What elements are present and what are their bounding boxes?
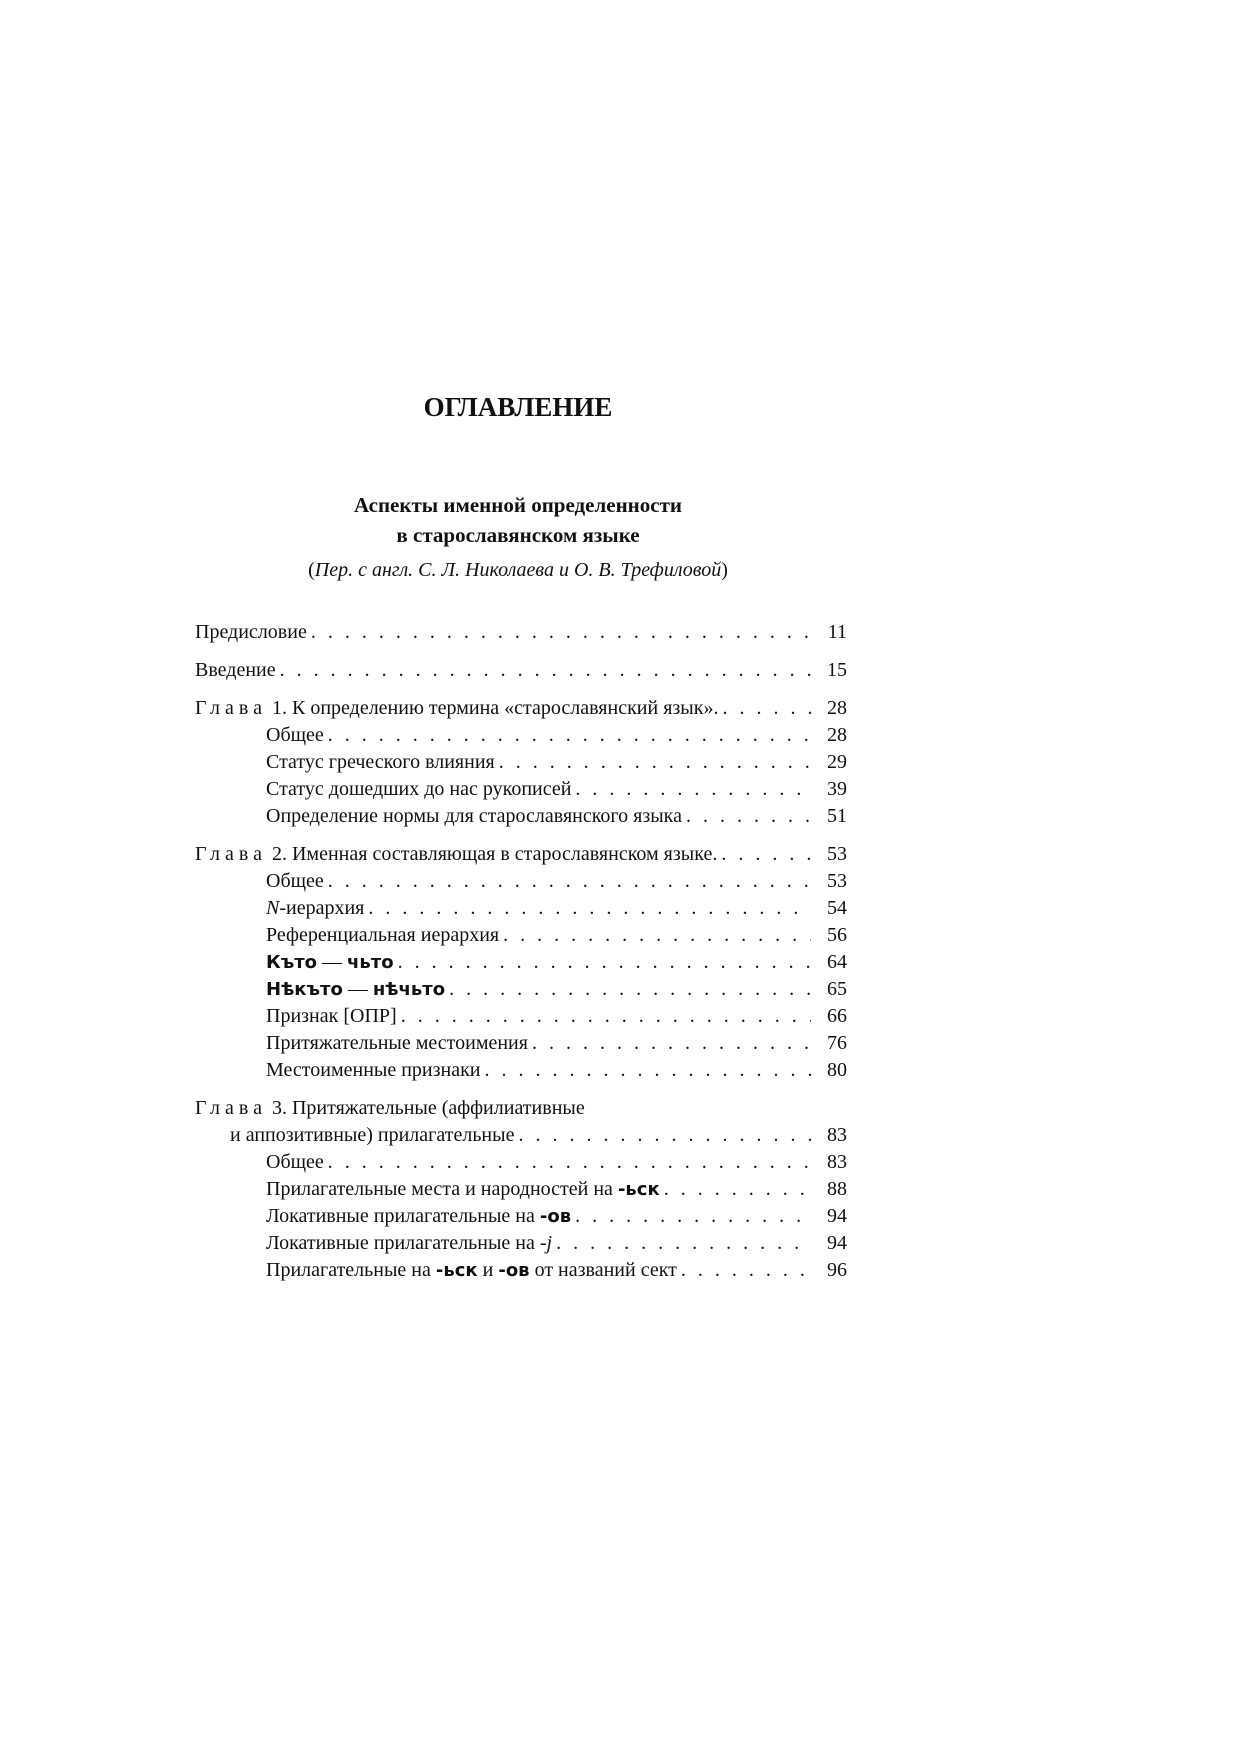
old-slavonic-suffix: -ьск xyxy=(435,1260,478,1281)
chapter-title: 3. Притяжательные (аффилиативные xyxy=(266,1097,585,1119)
old-slavonic-word: чьто xyxy=(347,952,394,973)
toc-entry-preface[interactable] xyxy=(195,619,847,646)
page-number: 11 xyxy=(827,621,847,643)
toc-label xyxy=(266,1257,677,1284)
page-number: 96 xyxy=(827,1259,847,1281)
dot-leader xyxy=(575,1203,811,1230)
toc-section[interactable] xyxy=(195,949,847,976)
page-number: 54 xyxy=(827,897,847,919)
toc-section[interactable] xyxy=(195,776,847,803)
dot-leader xyxy=(449,976,811,1003)
dot-leader xyxy=(681,1257,811,1284)
toc-section[interactable] xyxy=(195,1030,847,1057)
label-text: Локативные прилагательные на xyxy=(266,1205,540,1227)
toc-chapter-3[interactable] xyxy=(195,1095,847,1122)
page-number: 56 xyxy=(827,924,847,946)
toc-label xyxy=(266,1230,552,1257)
toc-label: и аппозитивные) прилагательные xyxy=(230,1124,515,1146)
toc-label: Притяжательные местоимения xyxy=(266,1032,528,1054)
page-number: 28 xyxy=(827,724,847,746)
toc-section[interactable] xyxy=(195,1230,847,1257)
dot-leader xyxy=(503,922,811,949)
old-slavonic-suffix: -ов xyxy=(539,1206,572,1227)
toc-label: Введение xyxy=(195,659,276,681)
translator-paren-open: ( xyxy=(308,559,315,581)
toc-label: Местоименные признаки xyxy=(266,1059,481,1081)
toc-chapter-2[interactable] xyxy=(195,841,847,868)
toc-label xyxy=(195,695,718,722)
toc-section[interactable] xyxy=(195,1203,847,1230)
label-text: Локативные прилагательные на xyxy=(266,1232,540,1254)
label-italic: N xyxy=(266,897,280,919)
dot-leader xyxy=(575,776,811,803)
toc-label xyxy=(266,1203,571,1230)
dash: — xyxy=(342,978,373,1000)
table-of-contents xyxy=(195,619,847,1284)
toc-entry-introduction[interactable] xyxy=(195,657,847,684)
page-number: 94 xyxy=(827,1232,847,1254)
label-italic: -j xyxy=(539,1232,553,1254)
toc-section[interactable] xyxy=(195,1003,847,1030)
dot-leader xyxy=(398,949,811,976)
page-number: 39 xyxy=(827,778,847,800)
page-number: 51 xyxy=(827,805,847,827)
toc-section[interactable] xyxy=(195,1149,847,1176)
dot-leader xyxy=(368,895,811,922)
label-rest: -иерархия xyxy=(279,897,365,919)
label-text: и xyxy=(477,1259,499,1281)
page-number: 64 xyxy=(827,951,847,973)
dot-leader xyxy=(532,1030,811,1057)
toc-label xyxy=(266,976,445,1003)
old-slavonic-word: Нѣкъто xyxy=(266,979,343,1000)
toc-section[interactable] xyxy=(195,803,847,830)
dot-leader xyxy=(686,803,811,830)
label-text: от названий сект xyxy=(529,1259,677,1281)
chapter-prefix: Глава xyxy=(195,697,267,719)
toc-label: Статус дошедших до нас рукописей xyxy=(266,778,572,800)
page-number: 88 xyxy=(827,1178,847,1200)
toc-label: Признак [ОПР] xyxy=(266,1005,397,1027)
chapter-title: 2. Именная составляющая в старославянском языке. xyxy=(266,843,718,865)
chapter-prefix: Глава xyxy=(195,843,267,865)
translator-text: Пер. с англ. С. Л. Николаева и О. В. Трефиловой xyxy=(314,559,722,581)
toc-chapter-3-continued[interactable] xyxy=(195,1122,847,1149)
dot-leader xyxy=(518,1122,811,1149)
toc-section[interactable] xyxy=(195,868,847,895)
page-number: 29 xyxy=(827,751,847,773)
toc-label xyxy=(195,841,717,868)
dot-leader xyxy=(280,657,811,684)
page-number: 66 xyxy=(827,1005,847,1027)
dot-leader xyxy=(311,619,811,646)
toc-section[interactable] xyxy=(195,722,847,749)
dot-leader xyxy=(328,1149,811,1176)
old-slavonic-word: нѣчьто xyxy=(372,979,446,1000)
toc-label: Общее xyxy=(266,1151,324,1173)
dot-leader xyxy=(721,841,811,868)
toc-section[interactable] xyxy=(195,976,847,1003)
toc-label xyxy=(266,1176,660,1203)
page-number: 94 xyxy=(827,1205,847,1227)
toc-label: Предисловие xyxy=(195,621,307,643)
toc-chapter-1[interactable] xyxy=(195,695,847,722)
translator-note xyxy=(0,557,1036,583)
book-title-line2: в старославянском языке xyxy=(396,523,640,547)
dash: — xyxy=(317,951,348,973)
page-number: 76 xyxy=(827,1032,847,1054)
toc-label xyxy=(266,895,364,922)
toc-section[interactable] xyxy=(195,749,847,776)
toc-section[interactable] xyxy=(195,1176,847,1203)
book-title xyxy=(0,490,1036,550)
page-number: 28 xyxy=(827,697,847,719)
old-slavonic-suffix: -ов xyxy=(498,1260,530,1281)
page-number: 80 xyxy=(827,1059,847,1081)
toc-label: Определение нормы для старославянского языка xyxy=(266,805,682,827)
toc-label: Общее xyxy=(266,870,324,892)
book-title-line1: Аспекты именной определенности xyxy=(353,493,683,517)
chapter-title: 1. К определению термина «старославянский язык». xyxy=(266,697,719,719)
page-number: 83 xyxy=(827,1124,847,1146)
page-number: 53 xyxy=(827,843,847,865)
toc-section[interactable] xyxy=(195,1057,847,1084)
label-text: Прилагательные на xyxy=(266,1259,436,1281)
page-number: 53 xyxy=(827,870,847,892)
label-text: Прилагательные места и народностей на xyxy=(266,1178,618,1200)
toc-label: Референциальная иерархия xyxy=(266,924,500,946)
old-slavonic-suffix: -ьск xyxy=(617,1179,660,1200)
dot-leader xyxy=(499,749,811,776)
old-slavonic-word: Къто xyxy=(266,952,318,973)
page-number: 65 xyxy=(827,978,847,1000)
dot-leader xyxy=(722,695,811,722)
toc-section[interactable] xyxy=(195,1257,847,1284)
toc-label: Общее xyxy=(266,724,324,746)
toc-label xyxy=(266,949,394,976)
dot-leader xyxy=(328,868,811,895)
dot-leader xyxy=(664,1176,811,1203)
dot-leader xyxy=(556,1230,811,1257)
toc-section[interactable] xyxy=(195,922,847,949)
toc-label xyxy=(195,1095,585,1122)
translator-paren-close: ) xyxy=(721,559,728,581)
page-number: 83 xyxy=(827,1151,847,1173)
chapter-prefix: Глава xyxy=(195,1097,267,1119)
dot-leader xyxy=(401,1003,811,1030)
page-number: 15 xyxy=(827,659,847,681)
dot-leader xyxy=(328,722,811,749)
dot-leader xyxy=(485,1057,811,1084)
toc-label: Статус греческого влияния xyxy=(266,751,495,773)
toc-section[interactable] xyxy=(195,895,847,922)
page-title: ОГЛАВЛЕНИЕ xyxy=(423,392,613,422)
